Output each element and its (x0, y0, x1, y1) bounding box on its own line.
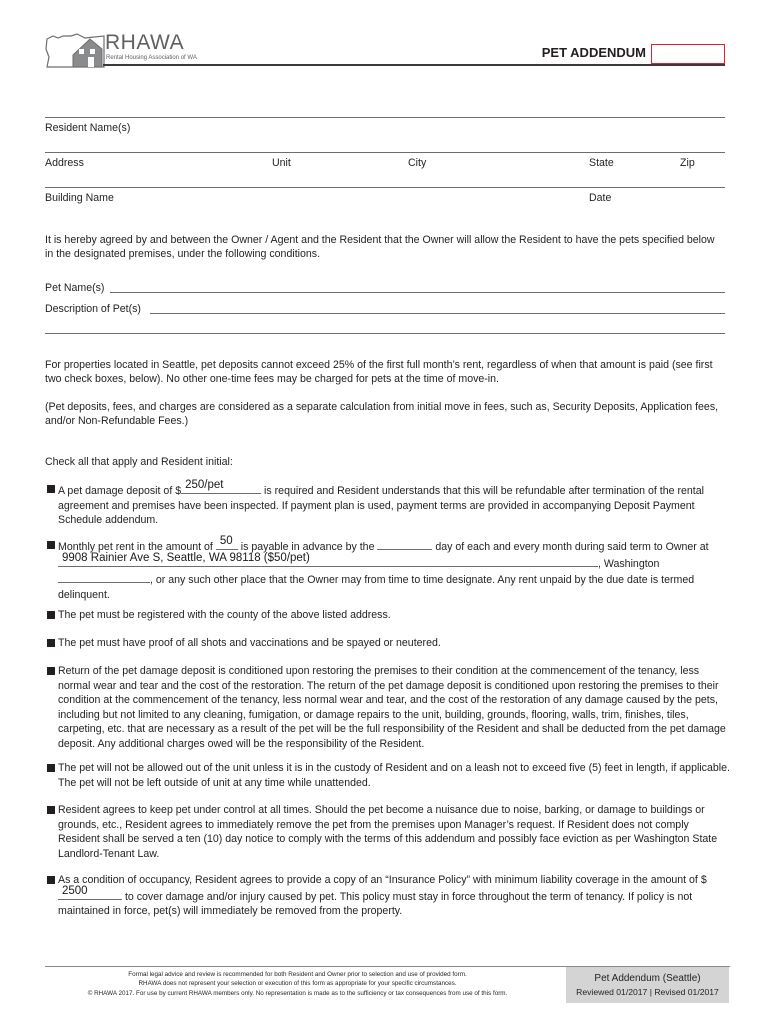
pet-rent-zip-field[interactable] (58, 571, 150, 583)
deposit-return-clause (45, 664, 730, 752)
insurance-clause (45, 873, 730, 919)
footer-line-2: RHAWA does not represent your selection or execution of this form as appropriate for your specific circumstances. (138, 980, 457, 988)
city-label: City (408, 157, 427, 169)
leash-clause (45, 761, 730, 790)
insurance-amount-field[interactable] (58, 885, 122, 900)
footer-line-1: Formal legal advice and review is recommended for both Resident and Owner prior to selection and use of provided form. (128, 971, 467, 978)
insurance-suffix: to cover damage and/or injury caused by pet. This policy must stay in force throughout the term of tenancy. If policy is not maintained in force, pet(s) will immediately be removed from the property. (58, 890, 693, 918)
logo-wordmark: RHAWA (105, 31, 185, 54)
unit-label: Unit (272, 157, 291, 169)
logo-tagline: Rental Housing Association of WA (106, 55, 197, 61)
address-input[interactable] (45, 169, 725, 187)
registration-text: The pet must be registered with the county of the above listed address. (58, 609, 391, 621)
pet-rent-mid2: day of each and every month during said term to Owner at (432, 541, 709, 553)
state-label: State (589, 157, 614, 169)
intro-paragraph: It is hereby agreed by and between the Owner / Agent and the Resident that the Owner will allow the Resident to have the pets specified below in the designated premises, under the following conditions. (45, 234, 715, 260)
date-label: Date (589, 192, 612, 204)
deposit-clause (45, 479, 730, 528)
leash-checkbox[interactable] (47, 764, 55, 772)
insurance-checkbox[interactable] (47, 876, 55, 884)
address-label: Address (45, 157, 84, 169)
page-title: PET ADDENDUM (541, 45, 646, 60)
vaccination-clause (45, 636, 730, 651)
owner-address-field[interactable] (58, 552, 598, 567)
check-instruction: Check all that apply and Resident initial: (45, 456, 233, 468)
vaccination-text: The pet must have proof of all shots and vaccinations and be spayed or neutered. (58, 637, 441, 649)
address-line (45, 152, 725, 153)
pet-rent-due-day-field[interactable] (377, 538, 432, 550)
registration-checkbox[interactable] (47, 611, 55, 619)
pet-names-label: Pet Name(s) (45, 282, 105, 294)
footer-disclaimer (20, 970, 575, 998)
footer-line-3: © RHAWA 2017. For use by current RHAWA members only. No representation is made as to the sufficiency or tax consequences from use of this form. (87, 989, 508, 997)
pet-rent-mid: is payable in advance by the (237, 541, 378, 553)
deposit-return-text: Return of the pet damage deposit is conditioned upon restoring the premises to their condition at the commencement of the tenancy, less normal wear and tear and the cost of the restoration. The return of the pet damage deposit is conditioned upon restoring the premises to their condition at the commencement of the tenancy, less normal wear and tear, and the cost of the restoration of any damage caused by the pets, including but not limited to any cleaning, fumigation, or damage repairs to the unit, building, grounds, flooring, walls, trim, finishes, tiles, carpeting, etc. that are necessary as a result of the pet will be the full responsibility of the Resident and shall be deducted from the pet damage deposit. Any additional charges owed will be the responsibility of the Resident. (58, 665, 726, 750)
form-name: Pet Addendum (Seattle) (594, 973, 701, 984)
pet-rent-state: , Washington (598, 557, 660, 570)
header-rule (103, 64, 725, 66)
pet-rent-prefix: Monthly pet rent in the amount of (58, 541, 216, 553)
pet-description-input[interactable] (150, 313, 725, 314)
control-checkbox[interactable] (47, 806, 55, 814)
building-name-label: Building Name (45, 192, 114, 204)
pet-description-label: Description of Pet(s) (45, 303, 141, 315)
deposit-suffix: is required and Resident understands that this will be refundable after termination of the rental agreement and premises have been inspected. If payment plan is used, payment terms are provided in accompanying Deposit Payment Schedule addendum. (58, 485, 704, 527)
pet-rent-amount-field[interactable] (216, 535, 238, 550)
pet-rent-amount-value: 50 (219, 535, 233, 548)
form-number-box[interactable] (651, 44, 725, 64)
leash-text: The pet will not be allowed out of the unit unless it is in the custody of Resident and on a leash not to exceed five (5) feet in length, if applicable. The pet will not be left outside of unit at any time while unattended. (58, 762, 730, 789)
control-clause (45, 803, 730, 861)
deposit-prefix: A pet damage deposit of $ (58, 485, 182, 497)
seattle-deposit-note: For properties located in Seattle, pet deposits cannot exceed 25% of the first full month’s rent, regardless of when that amount is paid (see first two check boxes, below). No other one-time fees may be charged for pets at the time of move-in. (45, 359, 713, 385)
pet-rent-suffix: , or any such other place that the Owner may from time to time designate. Any rent unpaid by the due date is termed delinquent. (58, 574, 695, 601)
pet-rent-checkbox[interactable] (47, 541, 55, 549)
resident-names-label: Resident Name(s) (45, 122, 131, 134)
owner-address-value: 9908 Rainier Ave S, Seattle, WA 98118 ($50/pet) (62, 552, 310, 564)
fees-note: (Pet deposits, fees, and charges are considered as a separate calculation from initial move in fees, such as, Security Deposits, Application fees, and/or Non-Refundable Fees.) (45, 401, 719, 427)
deposit-amount-value: 250/pet (185, 479, 224, 492)
rhawa-logo (44, 27, 214, 69)
pet-description-input-2[interactable] (45, 333, 725, 334)
control-text: Resident agrees to keep pet under control at all times. Should the pet become a nuisance due to noise, barking, or damage to buildings or grounds, etc., Resident agrees to immediately remove the pet from the premises upon Manager’s request. If Resident does not comply Resident shall be served a ten (10) day notice to comply with the terms of this addendum and possibly face eviction as per Washington State Landlord-Tenant Law. (58, 804, 718, 860)
deposit-amount-field[interactable] (181, 479, 261, 494)
pet-names-input[interactable] (110, 292, 725, 293)
building-line (45, 187, 725, 188)
washington-state-house-icon (44, 27, 106, 69)
resident-names-input[interactable] (45, 134, 725, 152)
zip-label: Zip (680, 157, 695, 169)
deposit-checkbox[interactable] (47, 485, 55, 493)
revision-date: Reviewed 01/2017 | Revised 01/2017 (576, 987, 719, 997)
resident-names-line (45, 117, 725, 118)
insurance-amount-value: 2500 (62, 885, 88, 897)
form-revision-box (566, 967, 729, 1003)
registration-clause (45, 608, 730, 623)
deposit-return-checkbox[interactable] (47, 667, 55, 675)
insurance-prefix: As a condition of occupancy, Resident agrees to provide a copy of an “Insurance Policy” with minimum liability coverage in the amount of $ (58, 874, 707, 886)
vaccination-checkbox[interactable] (47, 639, 55, 647)
pet-rent-clause (45, 535, 730, 602)
